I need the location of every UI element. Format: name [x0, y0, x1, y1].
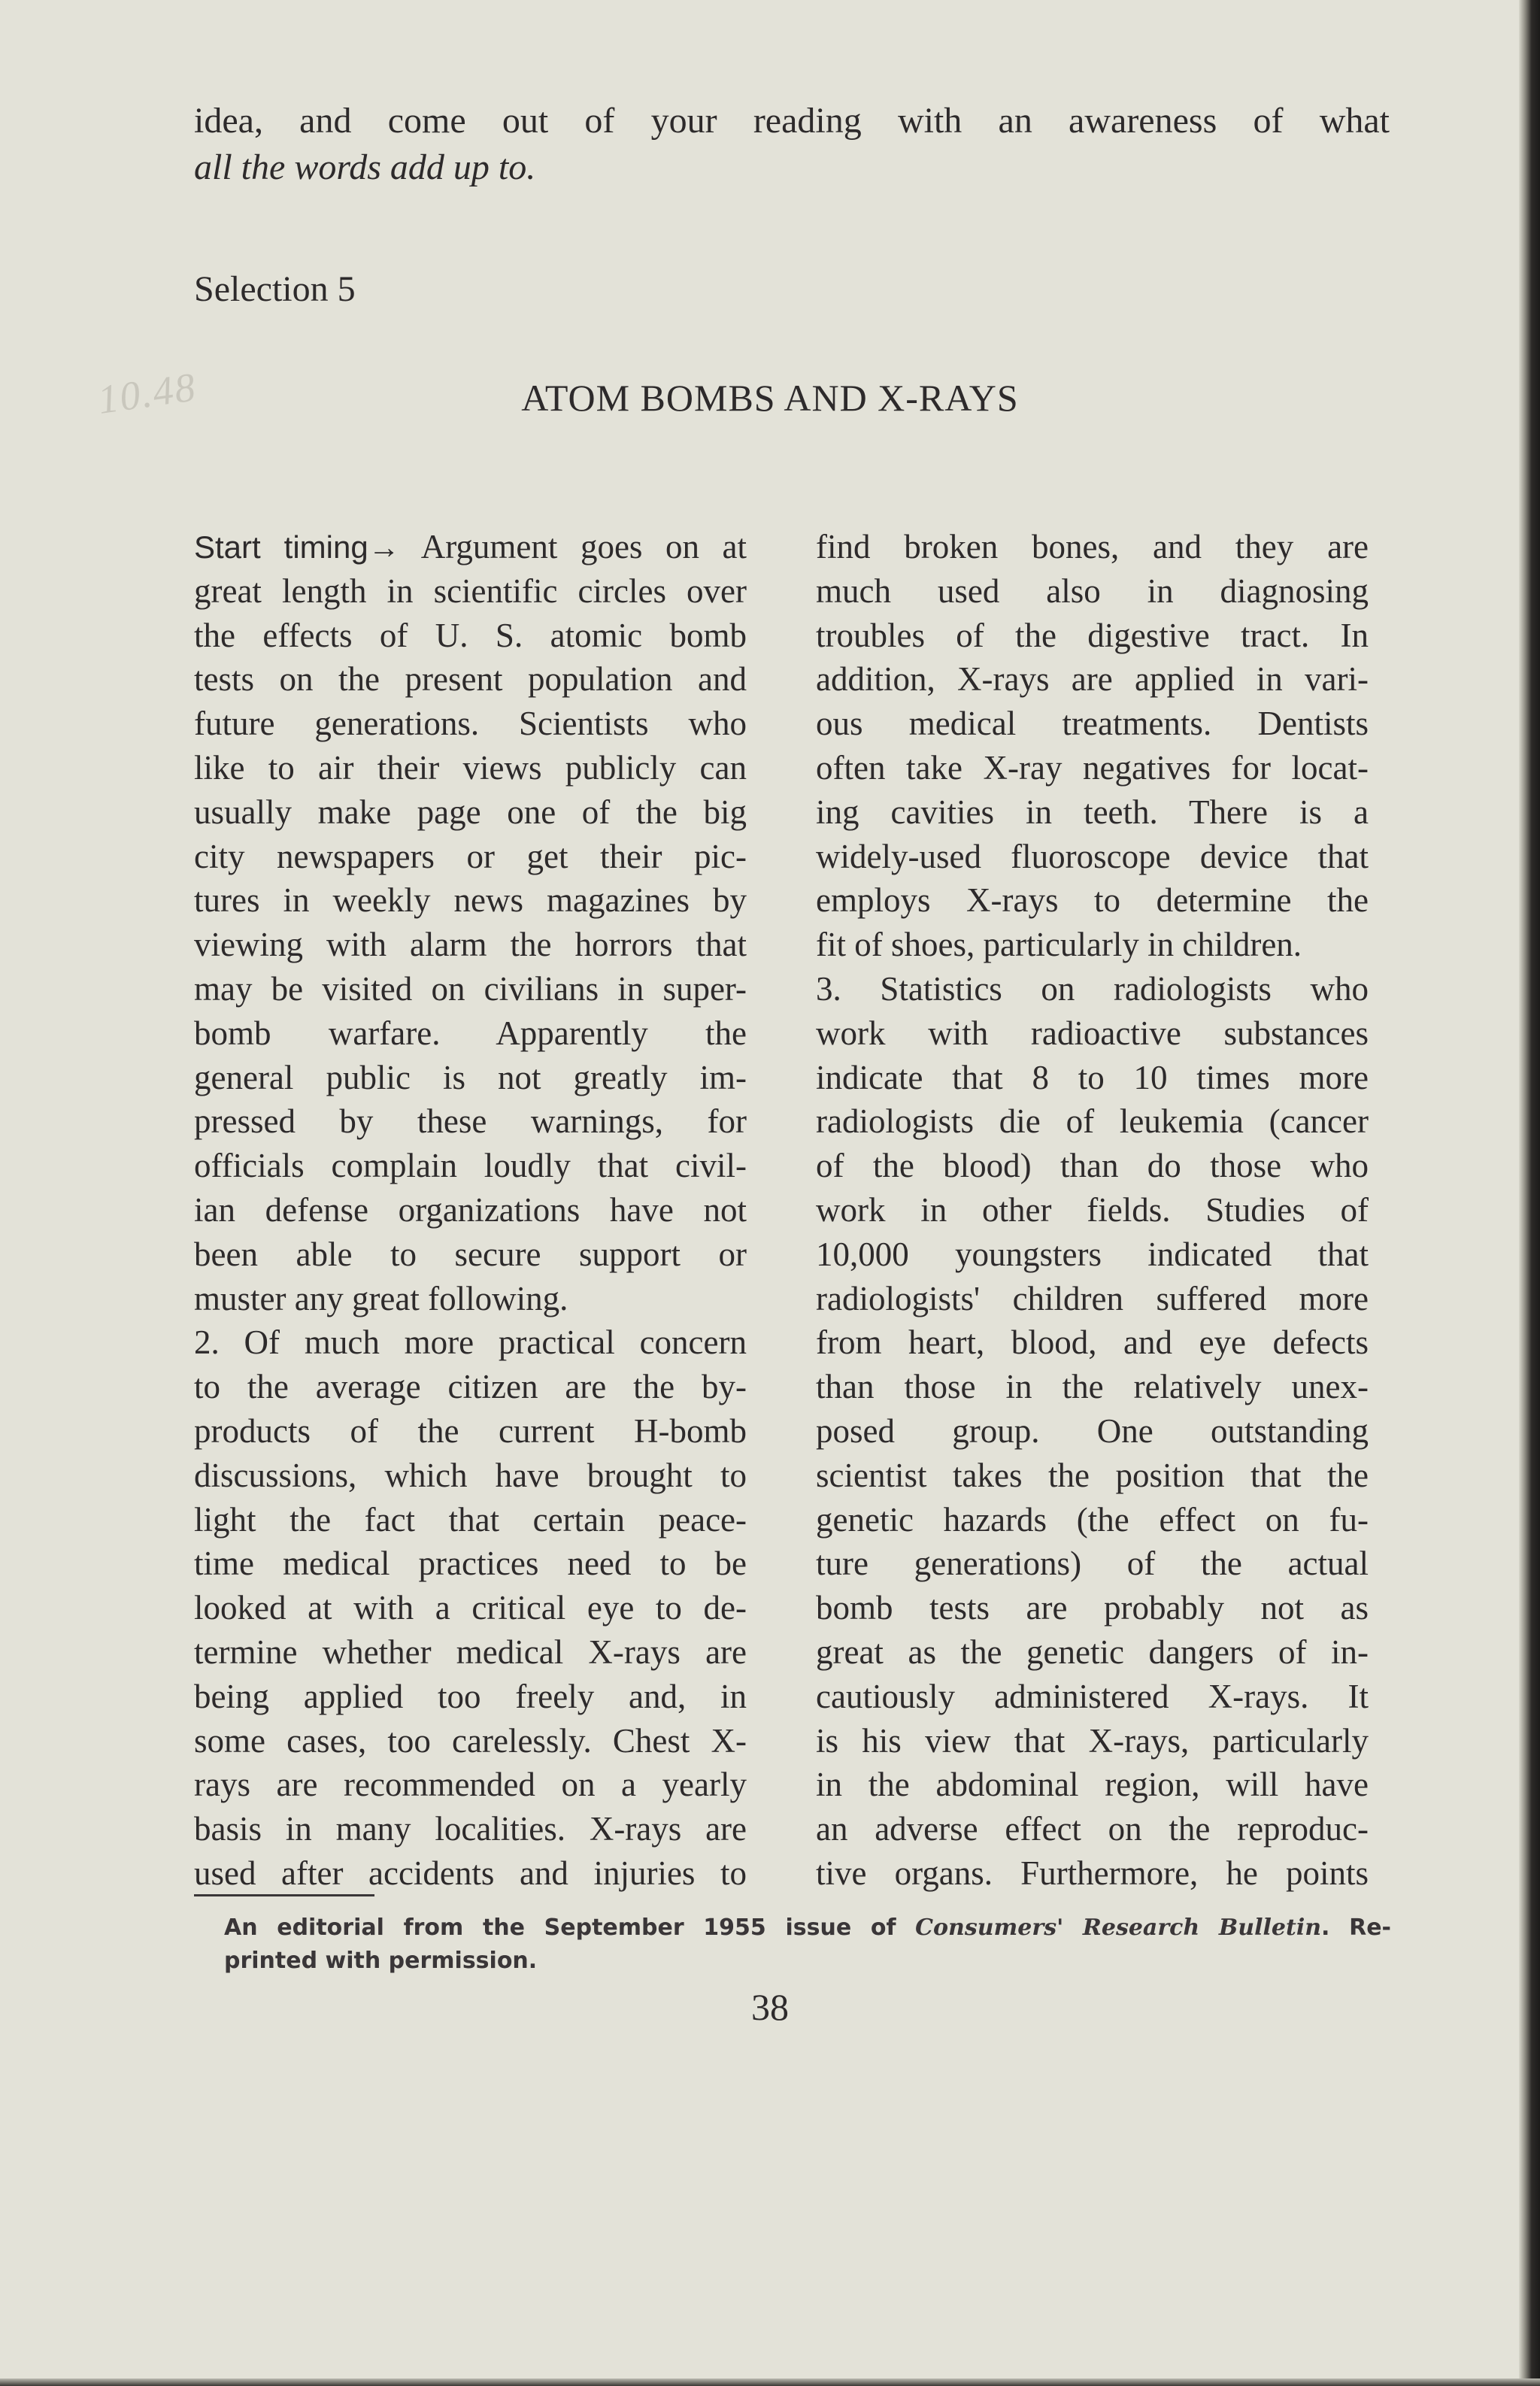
- text-line: [816, 1763, 1369, 1807]
- text-line-content: posed group. One outstanding: [816, 1411, 1369, 1450]
- text-line-content: 10,000 youngsters indicated that: [816, 1235, 1369, 1273]
- text-line-content: fit of shoes, particularly in children.: [816, 926, 1302, 964]
- text-line-content: tests on the present population and: [194, 660, 747, 699]
- text-line-content: bomb warfare. Apparently the: [194, 1014, 747, 1052]
- text-line: [194, 702, 747, 746]
- footnote-rule: [194, 1894, 374, 1896]
- text-line: [816, 1232, 1369, 1277]
- text-line-content: pressed by these warnings, for: [194, 1102, 747, 1141]
- text-line-content: basis in many localities. X-rays are: [194, 1810, 747, 1848]
- text-line: [816, 1542, 1369, 1586]
- text-line-content: products of the current H-bomb: [194, 1411, 747, 1450]
- text-line-content: genetic hazards (the effect on fu-: [816, 1500, 1369, 1539]
- text-line: [816, 1675, 1369, 1719]
- text-line: [816, 1056, 1369, 1100]
- text-line: [816, 746, 1369, 790]
- text-line-content: is his view that X-rays, particularly: [816, 1721, 1369, 1760]
- text-line: [816, 702, 1369, 746]
- start-timing-marker: Start timing→: [194, 529, 400, 565]
- text-line-content: usually make page one of the big: [194, 793, 747, 831]
- text-line: [816, 1011, 1369, 1056]
- footnote-suffix: . Re-: [1321, 1915, 1391, 1941]
- left-column: [194, 525, 747, 1896]
- text-line: [816, 525, 1369, 569]
- text-line: [194, 1719, 747, 1763]
- text-line-content: ture generations) of the actual: [816, 1545, 1369, 1583]
- text-line: [194, 569, 747, 614]
- text-line: [194, 1277, 747, 1321]
- text-line: [816, 1807, 1369, 1851]
- text-line-content: may be visited on civilians in super-: [194, 969, 747, 1008]
- text-line-content: radiologists die of leukemia (cancer: [816, 1102, 1369, 1141]
- text-line: [816, 1188, 1369, 1232]
- text-line: [194, 1099, 747, 1144]
- text-line-content: work in other fields. Studies of: [816, 1190, 1369, 1229]
- text-line-content: addition, X-rays are applied in vari-: [816, 660, 1369, 699]
- text-line: [194, 614, 747, 658]
- text-line: [816, 1365, 1369, 1409]
- text-line: [816, 1851, 1369, 1896]
- text-line: [816, 1719, 1369, 1763]
- text-line-content: the effects of U. S. atomic bomb: [194, 616, 747, 654]
- text-line: [816, 790, 1369, 835]
- text-line-content: looked at with a critical eye to de-: [194, 1589, 747, 1627]
- text-line: [194, 967, 747, 1011]
- text-line: [194, 1542, 747, 1586]
- text-line-content: cautiously administered X-rays. It: [816, 1677, 1369, 1715]
- text-line-content: tures in weekly news magazines by: [194, 881, 747, 920]
- text-line-content: light the fact that certain peace-: [194, 1500, 747, 1539]
- text-line: [816, 1454, 1369, 1498]
- text-line: [816, 1099, 1369, 1144]
- text-line-content: rays are recommended on a yearly: [194, 1766, 747, 1804]
- text-line: [194, 1807, 747, 1851]
- text-line-content: work with radioactive substances: [816, 1014, 1369, 1052]
- text-line: [194, 1454, 747, 1498]
- text-line-content: general public is not greatly im-: [194, 1058, 747, 1096]
- text-line-content: time medical practices need to be: [194, 1545, 747, 1583]
- text-line-content: ian defense organizations have not: [194, 1190, 747, 1229]
- selection-label: Selection 5: [194, 269, 356, 309]
- text-line-content: termine whether medical X-rays are: [194, 1633, 747, 1671]
- text-line: [194, 923, 747, 967]
- text-line: [194, 1630, 747, 1675]
- text-line: [194, 1498, 747, 1542]
- page-bottom-edge: [0, 2378, 1540, 2386]
- text-line-content: widely-used fluoroscope device that: [816, 837, 1369, 875]
- text-line: [194, 835, 747, 879]
- text-line-content: great length in scientific circles over: [194, 571, 747, 610]
- text-line-content: scientist takes the position that the: [816, 1456, 1369, 1494]
- footnote-magazine: Consumers' Research Bulletin: [915, 1915, 1322, 1941]
- text-line: [194, 1232, 747, 1277]
- text-line-content: an adverse effect on the reproduc-: [816, 1810, 1369, 1848]
- text-line: [816, 569, 1369, 614]
- text-line: [816, 1277, 1369, 1321]
- text-line-content: find broken bones, and they are: [816, 528, 1369, 565]
- intro-line-1: idea, and come out of your reading with an awareness of what: [194, 101, 1390, 141]
- text-line: [194, 790, 747, 835]
- text-line: [816, 614, 1369, 658]
- text-line-content: tive organs. Furthermore, he points: [816, 1854, 1369, 1892]
- text-line-content: employs X-rays to determine the: [816, 881, 1369, 920]
- text-line-content: often take X-ray negatives for locat-: [816, 748, 1369, 787]
- page-number: 38: [751, 1986, 789, 2028]
- text-line: [816, 1630, 1369, 1675]
- text-line-content: much used also in diagnosing: [816, 571, 1369, 610]
- text-line: [194, 878, 747, 923]
- text-line-content: troubles of the digestive tract. In: [816, 616, 1369, 654]
- footnote-line-1: [224, 1912, 1391, 1945]
- text-line-content: been able to secure support or: [194, 1235, 747, 1273]
- text-line-content: city newspapers or get their pic-: [194, 837, 747, 875]
- footnote-prefix: An editorial from the September 1955 issue of: [224, 1915, 916, 1941]
- text-line: [194, 1011, 747, 1056]
- text-line: [194, 657, 747, 702]
- text-line-content: indicate that 8 to 10 times more: [816, 1058, 1369, 1096]
- text-line: [194, 1144, 747, 1188]
- text-line-content: Argument goes on at: [399, 528, 747, 565]
- text-line: [194, 1851, 747, 1896]
- text-line-content: used after accidents and injuries to: [194, 1854, 747, 1892]
- intro-line-2: all the words add up to.: [194, 147, 536, 187]
- text-line-content: 3. Statistics on radiologists who: [816, 969, 1369, 1008]
- text-line-content: viewing with alarm the horrors that: [194, 926, 747, 964]
- text-line-content: muster any great following.: [194, 1279, 568, 1317]
- text-line: [816, 657, 1369, 702]
- text-line-content: discussions, which have brought to: [194, 1456, 747, 1494]
- text-line: [194, 1056, 747, 1100]
- text-line-content: officials complain loudly that civil-: [194, 1147, 747, 1185]
- text-line-content: than those in the relatively unex-: [816, 1368, 1369, 1406]
- text-line: [194, 746, 747, 790]
- text-line-content: from heart, blood, and eye defects: [816, 1323, 1369, 1362]
- text-line: [194, 525, 747, 569]
- text-line: [816, 878, 1369, 923]
- text-line: [816, 967, 1369, 1011]
- footnote-line-2: printed with permission.: [224, 1948, 538, 1974]
- text-line-content: being applied too freely and, in: [194, 1677, 747, 1715]
- text-line: [194, 1320, 747, 1365]
- text-line: [194, 1675, 747, 1719]
- pencil-margin-note: 10.48: [95, 364, 200, 423]
- text-line: [816, 1586, 1369, 1630]
- text-line-content: great as the genetic dangers of in-: [816, 1633, 1369, 1671]
- text-line-content: to the average citizen are the by-: [194, 1368, 747, 1406]
- text-line: [816, 1144, 1369, 1188]
- text-line: [194, 1586, 747, 1630]
- footnote: [224, 1912, 1391, 1978]
- text-line-content: bomb tests are probably not as: [816, 1589, 1369, 1627]
- text-line: [194, 1365, 747, 1409]
- text-line-content: 2. Of much more practical concern: [194, 1323, 747, 1362]
- text-line-content: of the blood) than do those who: [816, 1147, 1369, 1185]
- text-line-content: ing cavities in teeth. There is a: [816, 793, 1369, 831]
- text-line-content: in the abdominal region, will have: [816, 1766, 1369, 1804]
- intro-paragraph: [194, 98, 1390, 191]
- text-line: [816, 1498, 1369, 1542]
- text-line-content: radiologists' children suffered more: [816, 1279, 1369, 1317]
- article-title: ATOM BOMBS AND X-RAYS: [521, 377, 1019, 419]
- text-line-content: some cases, too carelessly. Chest X-: [194, 1721, 747, 1760]
- text-line: [816, 923, 1369, 967]
- text-line-content: ous medical treatments. Dentists: [816, 705, 1369, 743]
- text-line: [194, 1763, 747, 1807]
- text-line: [816, 1409, 1369, 1454]
- text-line: [194, 1188, 747, 1232]
- right-column: [816, 525, 1369, 1896]
- text-line: [194, 1409, 747, 1454]
- text-line-content: future generations. Scientists who: [194, 705, 747, 743]
- text-line-content: like to air their views publicly can: [194, 748, 747, 787]
- text-line: [816, 1320, 1369, 1365]
- text-line: [816, 835, 1369, 879]
